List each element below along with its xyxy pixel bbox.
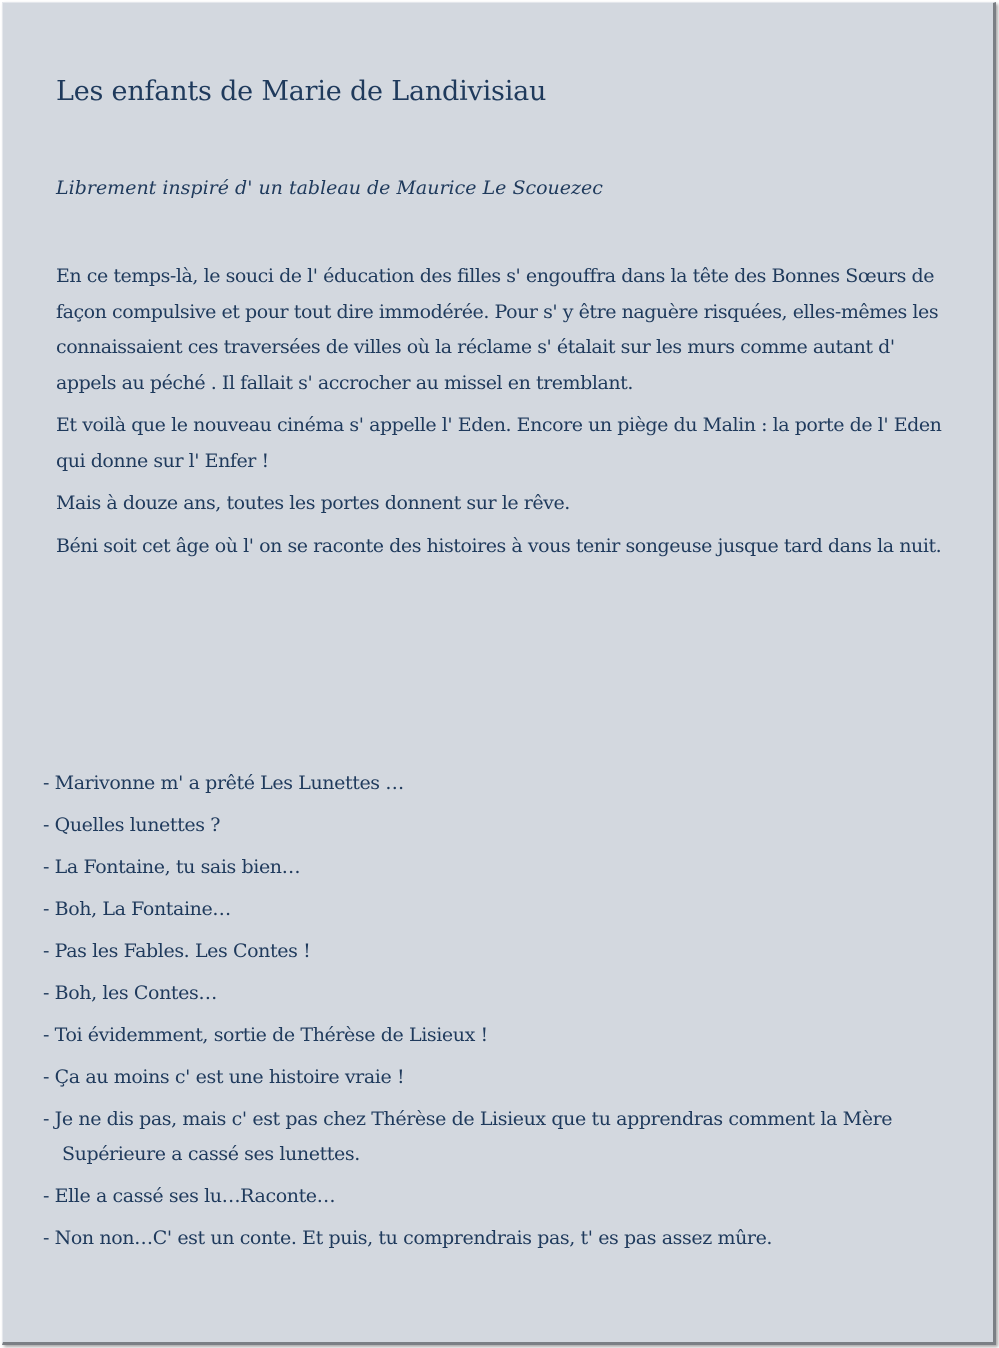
- dialogue-line: - Je ne dis pas, mais c' est pas chez Thérèse de Lisieux que tu apprendras comment la Mère Supérieure a cassé ses lunettes.: [43, 1108, 893, 1165]
- dialogue-line: - La Fontaine, tu sais bien…: [43, 856, 301, 878]
- paragraph: Béni soit cet âge où l' on se raconte des histoires à vous tenir songeuse jusque tard dans la nuit.: [56, 534, 942, 557]
- paragraph: Et voilà que le nouveau cinéma s' appelle l' Eden. Encore un piège du Malin : la porte de l' Eden qui donne sur l' Enfer !: [56, 414, 942, 472]
- dialogue-line: - Quelles lunettes ?: [43, 814, 220, 836]
- dialogue-line: - Boh, La Fontaine…: [43, 898, 231, 920]
- dialogue-line: - Boh, les Contes…: [43, 982, 217, 1004]
- dialogue-section: [43, 766, 943, 1263]
- document-title: Les enfants de Marie de Landivisiau: [56, 76, 547, 107]
- dialogue-line: - Toi évidemment, sortie de Thérèse de Lisieux !: [43, 1024, 488, 1046]
- dialogue-line: - Elle a cassé ses lu…Raconte…: [43, 1185, 336, 1207]
- document-page: [2, 2, 996, 1345]
- dialogue-line: - Ça au moins c' est une histoire vraie !: [43, 1066, 405, 1088]
- dialogue-line: - Non non…C' est un conte. Et puis, tu comprendrais pas, t' es pas assez mûre.: [43, 1227, 773, 1249]
- narrative-section: [56, 259, 951, 571]
- dialogue-line: - Marivonne m' a prêté Les Lunettes …: [43, 772, 404, 794]
- paragraph: Mais à douze ans, toutes les portes donnent sur le rêve.: [56, 492, 570, 514]
- dialogue-line: - Pas les Fables. Les Contes !: [43, 940, 311, 962]
- document-subtitle: Librement inspiré d' un tableau de Maurice Le Scouezec: [56, 177, 603, 199]
- paragraph: En ce temps-là, le souci de l' éducation des filles s' engouffra dans la tête des Bonnes Sœurs de façon compulsive et pour tout dire immodérée. Pour s' y être naguère risquées, elles-mêmes les connaissaient ces traversées de villes où la réclame s' étalait sur les murs comme autant d' appels au péché . Il fallait s' accrocher au missel en tremblant.: [56, 265, 939, 394]
